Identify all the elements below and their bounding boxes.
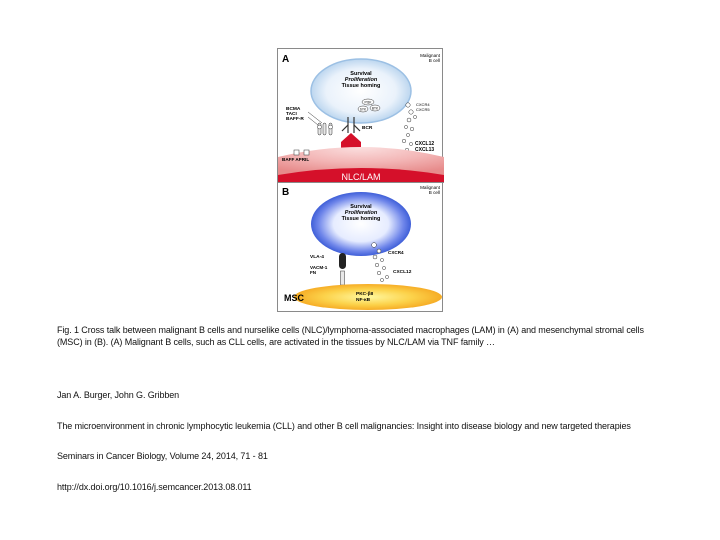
kinase-btk: BTK: [371, 106, 379, 111]
nlc-lam-label: NLC/LAM: [341, 172, 381, 182]
cxcr4-label-b: CXCR4: [388, 250, 404, 255]
ligands-label: BAFF APRIL: [282, 157, 310, 162]
receptor-bcma: BCMA: [286, 107, 301, 112]
panel-b-cell-label-1: Malignant: [420, 185, 440, 190]
vla4-label: VLA-4: [310, 255, 324, 260]
cxcl12-label-b: CXCL12: [393, 270, 412, 275]
article-title: The microenvironment in chronic lymphocytic leukemia (CLL) and other B cell malignancies: Insight into disease biology and new targeted therapies: [57, 421, 631, 431]
panel-b-function-1: Survival: [350, 204, 372, 210]
vcam1-ligand: [341, 271, 345, 285]
msc-label: MSC: [284, 293, 304, 303]
panel-b-function-3: Tissue homing: [341, 216, 381, 222]
signal-nfkb: NF-κB: [356, 298, 371, 303]
figure-svg: [278, 49, 444, 313]
authors: Jan A. Burger, John G. Gribben: [57, 390, 180, 400]
panel-a-function-1: Survival: [350, 71, 372, 77]
receptor-taci: TACI: [286, 112, 297, 117]
figure-image: [277, 48, 443, 312]
cxcr4-label-a: CXCR4: [416, 102, 430, 107]
vcam1-label: VACM-1: [310, 265, 328, 270]
cxcr5-label-a: CXCR5: [416, 107, 430, 112]
bcr-label: BCR: [362, 126, 373, 131]
panel-a-letter: A: [282, 54, 290, 65]
kinase-syk: SYK: [359, 107, 367, 112]
tnf-receptors: [318, 123, 333, 135]
msc-cell: [294, 284, 442, 310]
journal-citation: Seminars in Cancer Biology, Volume 24, 2014, 71 - 81: [57, 451, 268, 461]
signal-pkc: PKC-βII: [356, 292, 374, 297]
receptor-baffr: BAFF-R: [286, 117, 304, 122]
kinase-pi3k: PI3K: [364, 100, 372, 105]
panel-a-b-cell: [311, 59, 411, 123]
vla4-receptor: [339, 253, 346, 269]
panel-b-cell-label-2: B cell: [428, 190, 440, 195]
panel-a-cell-label-1: Malignant: [420, 53, 440, 58]
panel-b-function-2: Proliferation: [344, 210, 378, 216]
figure-caption: Fig. 1 Cross talk between malignant B cells and nurselike cells (NLC)/lymphoma-associated macrophages (LAM) in (A) and mesenchymal stromal cells (MSC) in (B). (A) Malignant B cells, such as CLL cells, are activated in the tissues by NLC/LAM via TNF family …: [57, 325, 644, 347]
fn-label: FN: [310, 270, 317, 275]
chemokine-cxcl12-a: CXCL12: [415, 141, 435, 147]
panel-a-cell-label-2: B cell: [428, 58, 440, 63]
panel-a-function-2: Proliferation: [344, 77, 378, 83]
doi-link[interactable]: http://dx.doi.org/10.1016/j.semcancer.2013.08.011: [57, 482, 252, 492]
panel-a-function-3: Tissue homing: [341, 83, 381, 89]
panel-b-letter: B: [282, 187, 290, 198]
panel-b-b-cell: [311, 192, 411, 256]
chemokine-cxcl13-a: CXCL13: [415, 147, 435, 153]
